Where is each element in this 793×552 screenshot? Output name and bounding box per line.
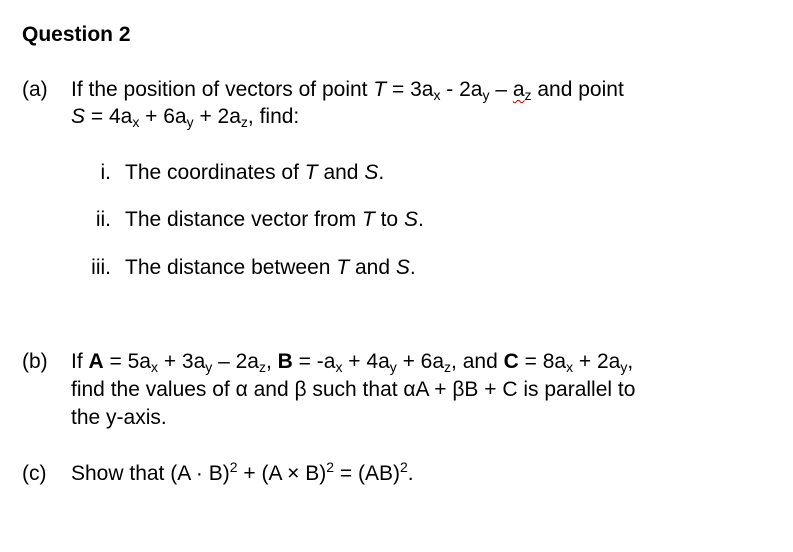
part-a-line2: $S = 4a_x + 6a_y + 2a_z$, find: [71,105,300,130]
part-b-line3: the y-axis. [71,406,167,429]
question-heading: Question 2 [22,23,131,46]
sub-item-i: i. The coordinates of T and S. [100,161,385,184]
part-a-label: (a) [22,78,48,101]
part-b-line1: If $A = 5a_x + 3a_y - 2a_z$, $B = -a_x + 4a_y + 6a_z$, and $C = 8a_x + 2a_y$, [71,350,634,375]
part-c-label: (c) [22,462,47,485]
part-b-label: (b) [22,350,48,373]
spellcheck-underline: $a_z$ [512,78,532,103]
sub-item-iii: iii. The distance between T and S. [91,256,416,279]
part-a-line1: If the position of vectors of point $T = 3a_x - 2a_y - a_z$ and point [71,78,624,103]
part-b-line2: find the values of α and β such that αA + βB + C is parallel to [71,378,636,401]
sub-item-ii: ii. The distance vector from T to S. [95,208,424,231]
part-c-line: Show that $(A \cdot B)^2 + (A \times B)^2 = (AB)^2$. [71,459,414,485]
